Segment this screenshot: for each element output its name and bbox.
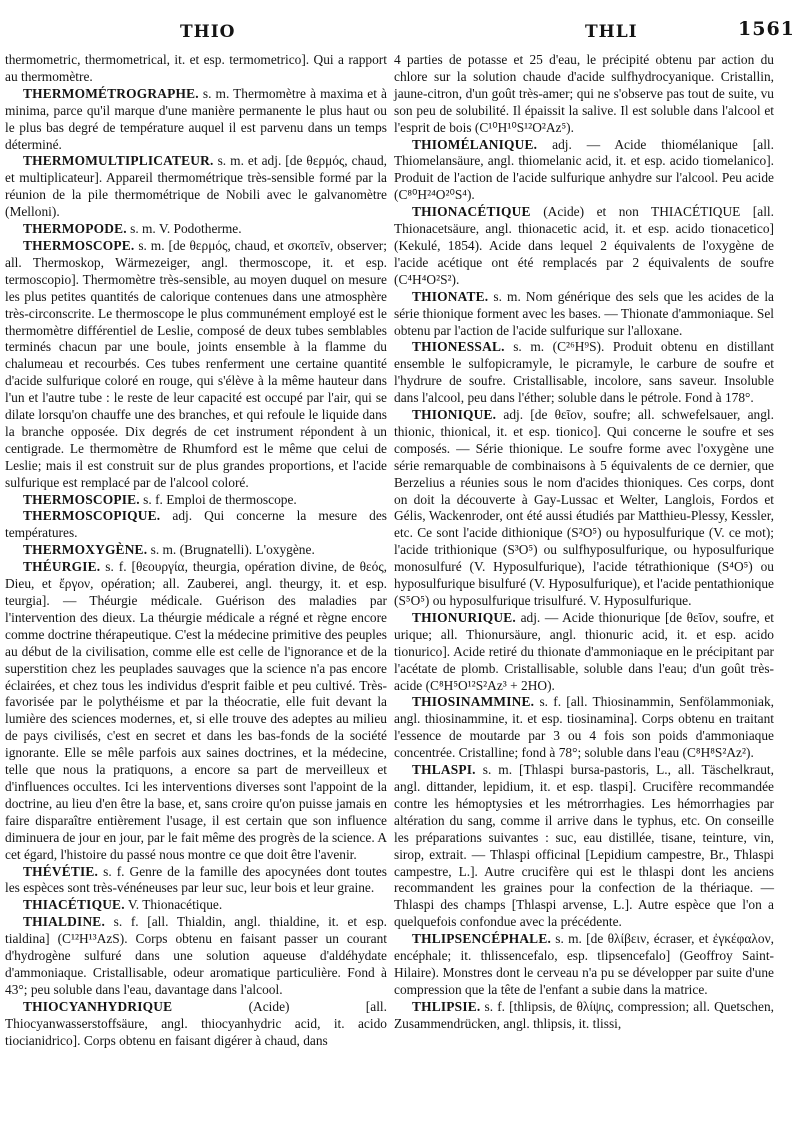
entry-headword: THERMOSCOPIE. bbox=[23, 491, 140, 507]
running-head-right: THLI bbox=[585, 22, 638, 42]
dictionary-entry bbox=[394, 931, 774, 999]
dictionary-entry bbox=[5, 542, 387, 559]
entry-headword: THERMOSCOPIQUE. bbox=[23, 508, 161, 524]
entry-headword: THIONURIQUE. bbox=[412, 609, 516, 625]
dictionary-entry bbox=[5, 897, 387, 914]
dictionary-entry bbox=[394, 999, 774, 1033]
dictionary-entry bbox=[394, 610, 774, 695]
entry-headword: THLASPI. bbox=[412, 762, 476, 778]
dictionary-entry bbox=[5, 238, 387, 492]
entry-text: s. m. [Thlaspi bursa-pastoris, L., all. Täschelkraut, angl. dittander, lepidium, it. et esp. tlaspi]. Crucifère recommandée contre les hémoptysies et les métrorrhagies. Les hémorrhagies par altération du sang, comme il arrive dans le typhus, etc. On conseille les préparations suivantes : suc, eau distillée, tisane, teinture, vin, sirop, extrait. — Thlaspi officinal [Lepidium campestre, Br., Thlaspi campestre, L.]. Autre crucifère qui est le thlaspi dont les anciens recommandent les graines pour la confection de la thériaque. — Thlaspi des champs [Thlaspi arvense, L.]. Autre espèce que l'on a quelquefois confondue avec la précédente. bbox=[394, 762, 774, 930]
entry-headword: THIOCYANHYDRIQUE bbox=[23, 998, 173, 1014]
dictionary-entry bbox=[394, 52, 774, 137]
entry-headword: THÉVÉTIE. bbox=[23, 863, 99, 879]
entry-headword: THÉURGIE. bbox=[23, 559, 101, 575]
entry-headword: THIONESSAL. bbox=[412, 339, 505, 355]
dictionary-entry bbox=[394, 339, 774, 407]
dictionary-entry bbox=[394, 204, 774, 289]
entry-text: s. f. Emploi de thermoscope. bbox=[143, 491, 297, 507]
dictionary-entry bbox=[394, 694, 774, 762]
entry-headword: THIONIQUE. bbox=[412, 407, 497, 423]
right-column bbox=[394, 52, 774, 1033]
entry-headword: THLIPSIE. bbox=[412, 998, 481, 1014]
dictionary-entry bbox=[5, 508, 387, 542]
dictionary-entry bbox=[394, 137, 774, 205]
left-column bbox=[5, 52, 387, 1049]
entry-text: s. m. [de θερμός, chaud, et σκοπεῖν, observer; all. Thermoskop, Wärmezeiger, angl. thermoscope, it. et esp. termoscopio]. Thermomètre très-sensible, au moyen duquel on mesure les plus petites quantités de calorique contenues dans une atmosphère très-circonscrite. Le thermoscope le plus communément employé est le thermomètre différentiel de Leslie, composé de deux tubes semblables terminés chacun par une boule, joints ensemble à la flamme du chalumeau et recourbés. Ces tubes renferment une certaine quantité d'acide sulfurique coloré en rouge, qui s'élève à la même hauteur dans l'un et l'autre tube : le reste de leur capacité est occupé par l'air, qui se dilate lorsqu'on chauffe une des branches, et qui refoule le liquide dans la branche opposée. Dix degrés de cet instrument répondent à un centigrade. Le thermomètre de Rhumford est le même que celui de Leslie; mais il est construit sur de plus grandes proportions, et l'acide sulfurique est remplacé par de l'alcool coloré. bbox=[5, 237, 387, 490]
entry-headword: THIONATE. bbox=[412, 288, 489, 304]
entry-text: adj. — Acide thiomélanique [all. Thiomelansäure, angl. thiomelanic acid, it. et esp. acido tiomelanico]. Produit de l'action de l'acide sulfurique anhydre sur l'alcool. Peu acide (C⁸⁰H²⁴O²⁰S⁴). bbox=[394, 136, 774, 203]
entry-headword: THERMOMULTIPLICATEUR. bbox=[23, 153, 214, 169]
dictionary-entry bbox=[394, 289, 774, 340]
entry-text: s. m. [de θλίβειν, écraser, et ἐγκέφαλον, encéphale; it. thlissencefalo, esp. tlipsencefalo] (Geoffroy Saint-Hilaire). Monstres dont le cerveau n'a pu se développer par suite d'une compression que la tête de l'enfant a subie dans la matrice. bbox=[394, 931, 774, 997]
entry-headword: THIONACÉTIQUE bbox=[412, 204, 531, 220]
dictionary-entry bbox=[5, 86, 387, 154]
entry-text: adj. — Acide thionurique [de θεῖον, soufre, et urique; all. Thionursäure, angl. thionuric acid, it. et esp. acido tionurico]. Acide retiré du thionate d'ammoniaque en le précipitant par l'acétate de plomb. Cristallisable, soluble dans l'eau; d'un goût très-acide (C⁸H⁵O¹²S²Az³ + 2HO). bbox=[394, 609, 774, 693]
entry-text: s. f. [all. Thialdin, angl. thialdine, it. et esp. tialdina] (C¹²H¹³AzS). Corps obtenu en faisant passer un courant d'hydrogène sulfuré dans une solution aqueuse d'aldéhydate d'ammoniaque. Cristallisable, odeur aromatique particulière. Fond à 43°; peu soluble dans l'eau, davantage dans l'alcool. bbox=[5, 914, 387, 997]
entry-headword: THIALDINE. bbox=[23, 914, 105, 930]
dictionary-entry bbox=[5, 914, 387, 999]
dictionary-entry bbox=[394, 762, 774, 931]
entry-text: s. f. [all. Thiosinammin, Senfölammoniak, angl. thiosinammine, it. et esp. tiosinamina]. Corps obtenu en traitant l'essence de moutarde par 3 ou 4 fois son poids d'ammoniaque concentrée. Cristalline; fond à 78°; soluble dans l'eau (C⁸H⁸S²Az²). bbox=[394, 694, 774, 761]
entry-headword: THIACÉTIQUE. bbox=[23, 897, 125, 913]
entry-headword: THERMOPODE. bbox=[23, 221, 127, 237]
entry-headword: THERMOMÉTROGRAPHE. bbox=[23, 85, 199, 101]
dictionary-entry bbox=[5, 153, 387, 221]
entry-text: adj. [de θεῖον, soufre; all. schwefelsauer, angl. thionic, thionical, it. et esp. tionico]. Qui concerne le soufre et ses composés. — Série thionique. Le soufre forme avec l'oxygène une série remarquable de combinaisons à 5 équivalents de ce dernier, que Berzelius a réunies sous le nom d'acides thioniques. Ces corps, dont on doit la découverte à Gay-Lussac et Welter, Langlois, Fordos et Gélis, Wackenroder, ont été aussi étudiés par Matthieu-Plessy, Kessler, etc. Ce sont l'acide dithionique (S²O⁵) ou hyposulfurique (V. ce mot); l'acide trithionique (S³O⁵) ou sulfhyposulfurique, ou hyposulfurique monosulfuré (V. Hyposulfurique), l'acide tétrathionique (S⁴O⁵) ou hyposulfurique bisulfuré (V. Hyposulfurique), et l'acide pentathionique (S⁵O⁵) ou hyposulfurique trisulfuré. V. Hyposulfurique. bbox=[394, 407, 774, 608]
dictionary-entry bbox=[5, 492, 387, 509]
entry-text: (Acide) [all. Thiocyanwasserstoffsäure, angl. thiocyanhydric acid, it. acido tiocianidrico]. Corps obtenu en faisant digérer à chaud, dans bbox=[5, 998, 387, 1048]
entry-text: s. m. et adj. [de θερμός, chaud, et multiplicateur]. Appareil thermométrique très-sensible formé par la réunion de la pile thermométrique de Nobili avec le galvanomètre (Melloni). bbox=[5, 153, 387, 220]
entry-text: s. m. (C²⁶H⁹S). Produit obtenu en distillant ensemble le sulfopicramyle, le picramyle, le carbure de soufre et l'hydrure de soufre. Cristallisable, incolore, sans saveur. Insoluble dans l'alcool, peu dans l'éther; soluble dans le pétrole. Fond à 178°. bbox=[394, 339, 774, 406]
dictionary-entry bbox=[5, 52, 387, 86]
entry-text: s. f. [θεουργία, theurgia, opération divine, de θεός, Dieu, et ἔργον, opération; all. Zauberei, angl. theurgy, it. et esp. teurgia]. — Théurgie médicale. Guérison des maladies par l'intervention des dieux. La théurgie médicale a régné et règne encore comme doctrine thérapeutique. C'est la médecine primitive des peuples au début de la civilisation, comme elle est celle de l'ignorance et de la superstition chez les peuplades sauvages que la science n'a pas encore éclairées, et chez tous les individus d'esprit faible et peu cultivé. Très-favorisée par le polythéisme et par la théocratie, elle fuit devant la lumière des sciences modernes, et, si elle trouve des adeptes au milieu de pays civilisés, c'est en secret et dans les bas-fonds de la société ignorante. Elle se mêle parfois aux saines doctrines, et la médecine, telle que nous la pratiquons, a encore sa part de merveilleux et d'influences occultes. Ici les interventions diverses sont l'appoint de la doctrine, au lieu d'en être la base, et, sans croire qu'on puisse jamais en faire disparaître entièrement l'usage, il est certain que son influence diminuera de jour en jour, par le fait même des progrès de la science. A cet égard, l'histoire du passé nous montre ce que doit être l'avenir. bbox=[5, 559, 387, 862]
entry-text: s. m. (Brugnatelli). L'oxygène. bbox=[150, 542, 315, 558]
entry-text: thermometric, thermometrical, it. et esp. termometrico]. Qui a rapport au thermomètre. bbox=[5, 52, 387, 84]
page-number: 1561 bbox=[738, 18, 795, 40]
entry-headword: THERMOSCOPE. bbox=[23, 237, 135, 253]
entry-text: 4 parties de potasse et 25 d'eau, le précipité obtenu par action du chlore sur la solution chaude d'acide sulfhydrocyanique. Cristallin, jaune-citron, d'un goût très-amer; qui ne s'observe pas tout de suite, vu son peu de solubilité. Il épaissit la salive. Il est soluble dans l'alcool et l'esprit de bois (C¹⁰H¹⁰S¹²O²Az⁵). bbox=[394, 52, 774, 135]
dictionary-entry bbox=[5, 221, 387, 238]
entry-text: s. f. [thlipsis, de θλίψις, compression; all. Quetschen, Zusammendrücken, angl. thlipsis, it. tlissi, bbox=[394, 998, 774, 1031]
entry-text: s. m. Thermomètre à maxima et à minima, parce qu'il marque d'une manière permanente le plus haut ou le plus bas degré de température auquel il est parvenu dans un temps déterminé. bbox=[5, 85, 387, 152]
entry-text: V. Thionacétique. bbox=[127, 897, 223, 913]
entry-text: s. m. Nom générique des sels que les acides de la série thionique forment avec les bases. — Thionate d'ammoniaque. Sel obtenu par l'action de l'acide sulfurique sur l'alloxane. bbox=[394, 288, 774, 338]
dictionary-entry bbox=[394, 407, 774, 610]
entry-text: s. f. Genre de la famille des apocynées dont toutes les espèces sont très-vénéneuses par leur suc, leur bois et leur graine. bbox=[5, 863, 387, 896]
entry-headword: THIOSINAMMINE. bbox=[412, 694, 535, 710]
dictionary-entry bbox=[5, 999, 387, 1050]
entry-text: (Acide) et non THIACÉTIQUE [all. Thionacetsäure, angl. thionacetic acid, it. et esp. acido tionacetico] (Kekulé, 1854). Acide dans lequel 2 équivalents de l'oxygène de l'acide acétique ont été remplacés par 2 équivalents de soufre (C⁴H⁴O²S²). bbox=[394, 204, 774, 287]
entry-text: adj. Qui concerne la mesure des températures. bbox=[5, 508, 387, 541]
dictionary-entry bbox=[5, 559, 387, 863]
entry-text: s. m. V. Podotherme. bbox=[130, 221, 242, 237]
entry-headword: THERMOXYGÈNE. bbox=[23, 542, 148, 558]
entry-headword: THLIPSENCÉPHALE. bbox=[412, 931, 551, 947]
dictionary-entry bbox=[5, 864, 387, 898]
running-head-left: THIO bbox=[180, 22, 236, 42]
entry-headword: THIOMÉLANIQUE. bbox=[412, 136, 538, 152]
